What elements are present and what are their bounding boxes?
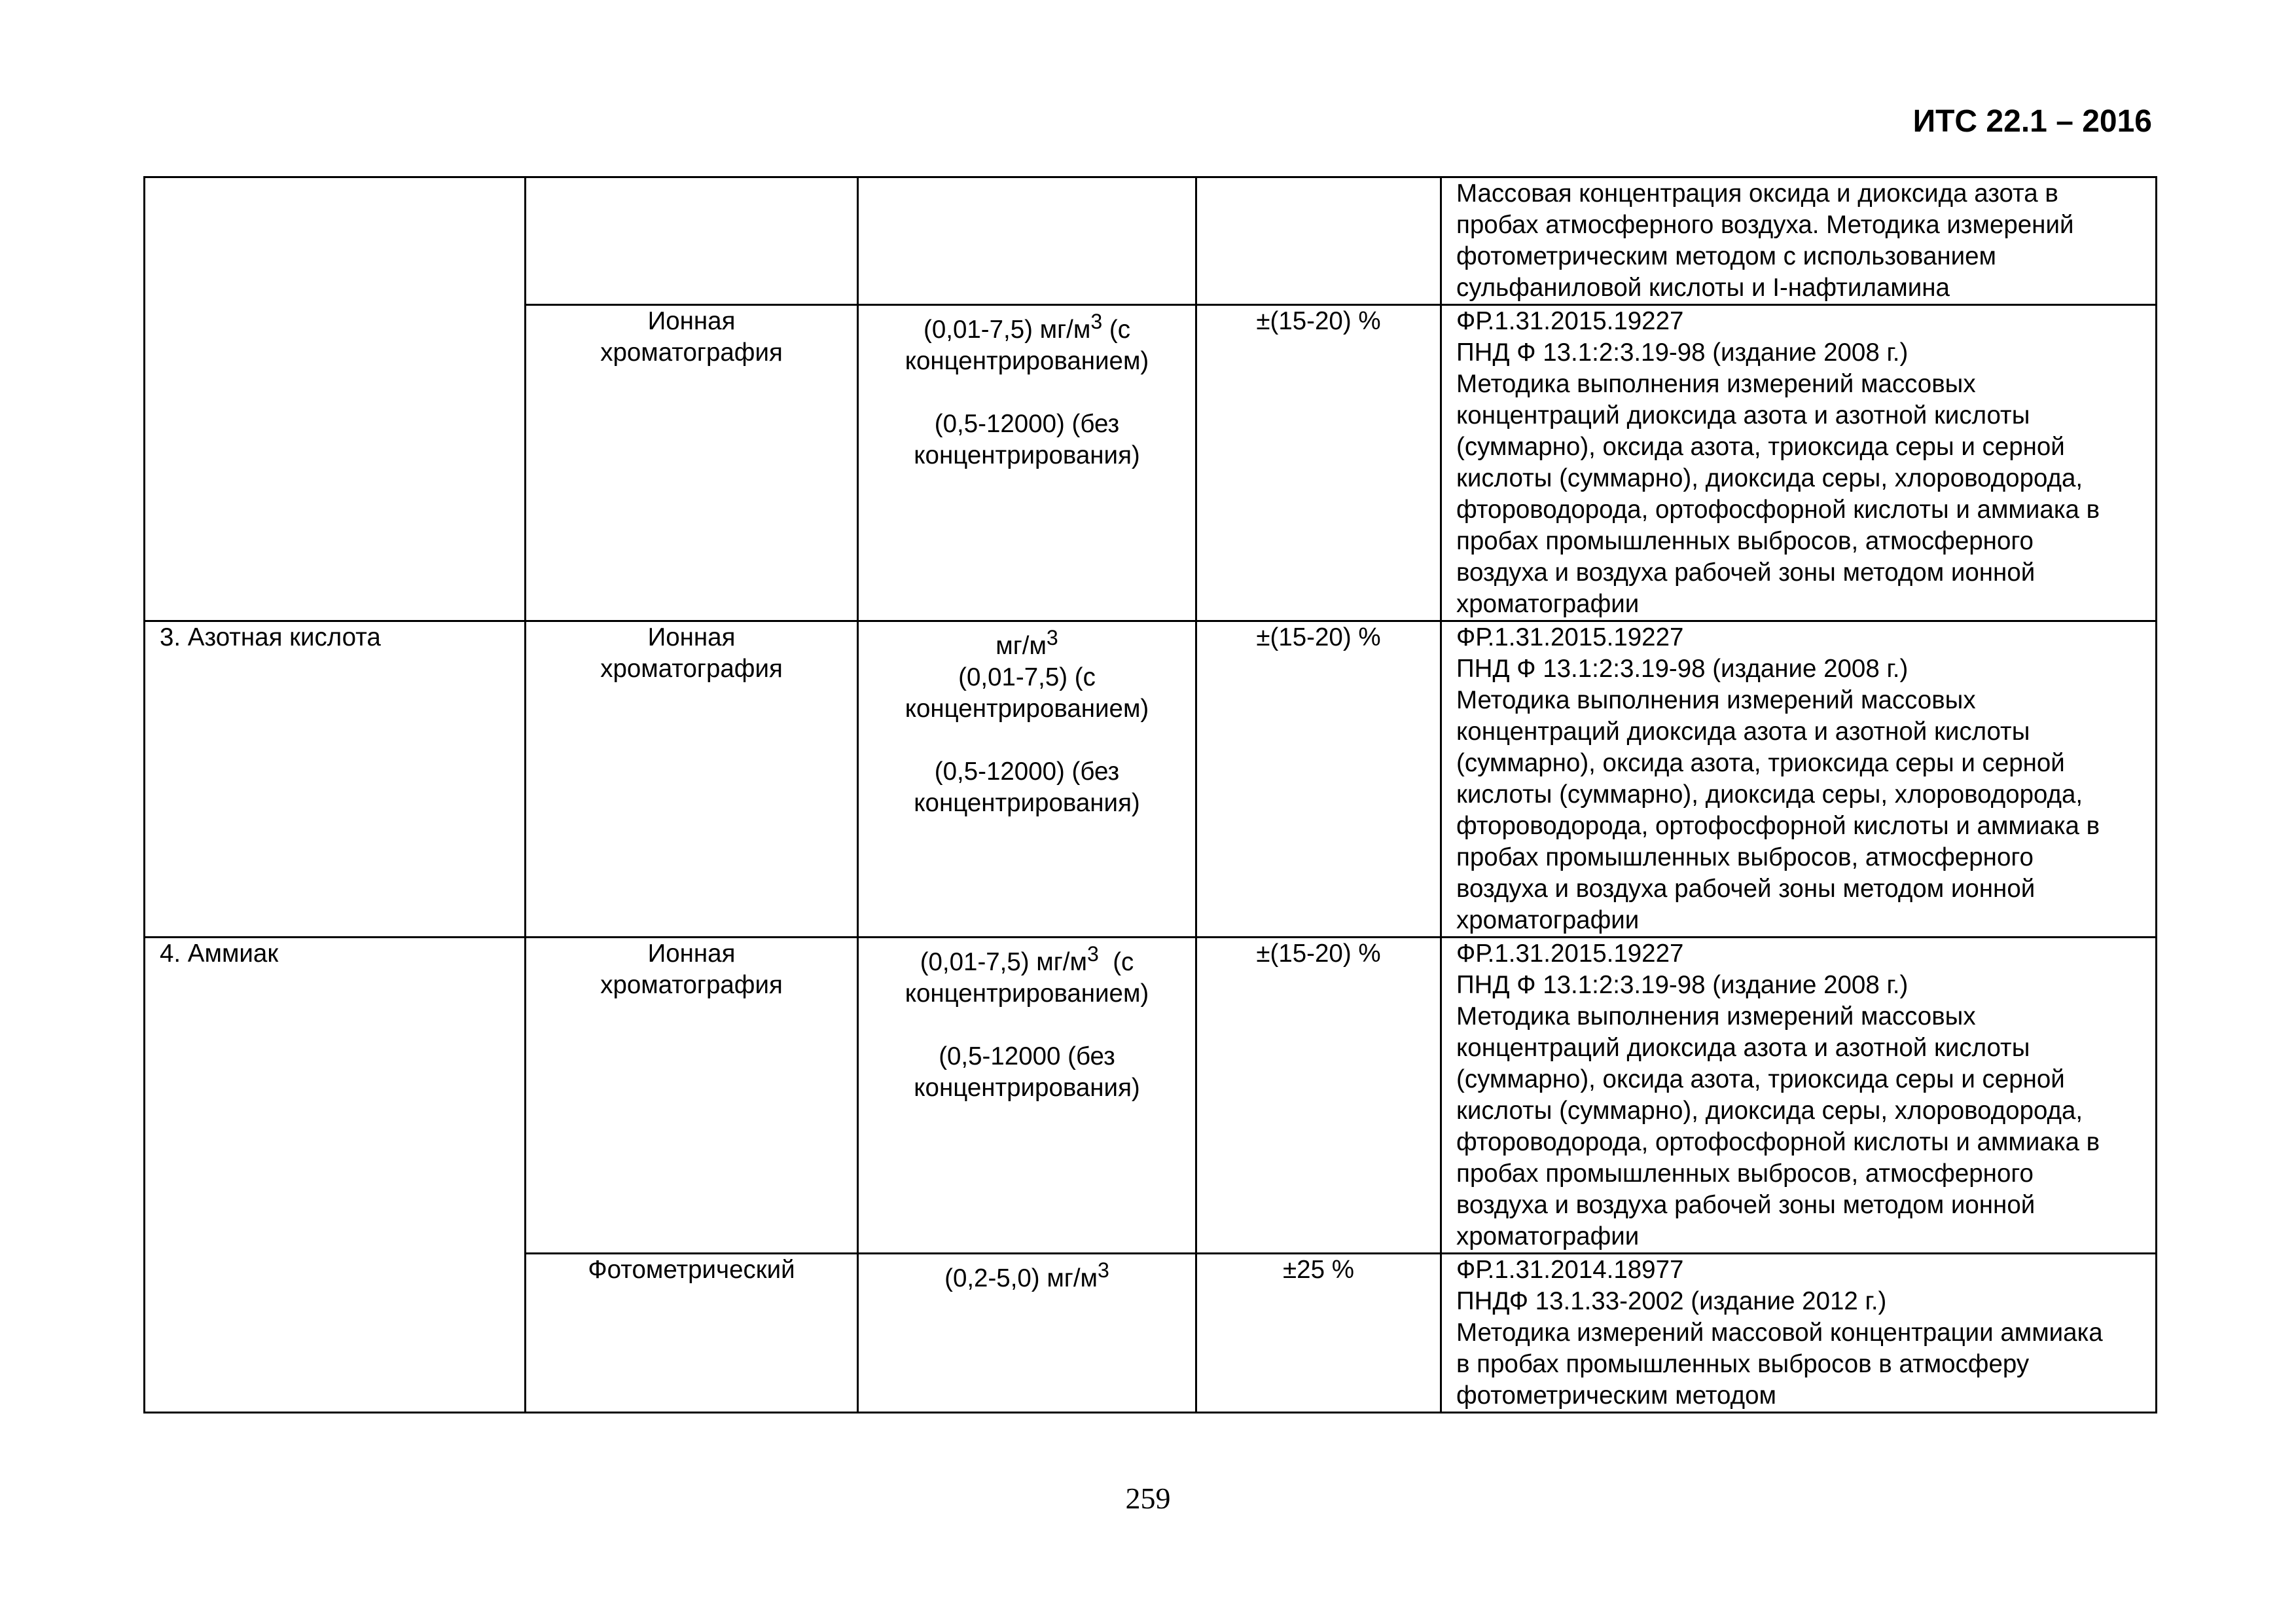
error-cell: ±(15-20) % bbox=[1196, 938, 1441, 1254]
range-text: концентрирования) bbox=[914, 441, 1140, 469]
method-text: Ионная bbox=[647, 623, 736, 651]
unit-superscript: 3 bbox=[1046, 626, 1058, 649]
page-number: 259 bbox=[1125, 1482, 1171, 1515]
range-text: (0,01-7,5) (с bbox=[958, 663, 1096, 691]
method-cell bbox=[526, 305, 858, 621]
table-row bbox=[145, 621, 2157, 938]
source-line: пробах промышленных выбросов, атмосферного bbox=[1456, 527, 2034, 555]
source-line: кислоты (суммарно), диоксида серы, хлороводорода, bbox=[1456, 780, 2083, 809]
source-line: хроматографии bbox=[1456, 590, 1640, 618]
unit-superscript: 3 bbox=[1098, 1258, 1109, 1282]
method-cell bbox=[526, 177, 858, 305]
range-cell bbox=[858, 1254, 1196, 1413]
unit-superscript: 3 bbox=[1086, 942, 1099, 966]
range-text: концентрированием) bbox=[905, 694, 1149, 723]
source-line: пробах промышленных выбросов, атмосферного bbox=[1456, 1159, 2034, 1188]
table-row bbox=[145, 938, 2157, 1254]
source-cell bbox=[1441, 177, 2157, 305]
source-line: пробах атмосферного воздуха. Методика измерений bbox=[1456, 211, 2074, 239]
source-cell bbox=[1441, 305, 2157, 621]
range-cell bbox=[858, 621, 1196, 938]
source-line: хроматографии bbox=[1456, 906, 1640, 934]
range-cell bbox=[858, 305, 1196, 621]
error-cell: ±25 % bbox=[1196, 1254, 1441, 1413]
source-line: ФР.1.31.2014.18977 bbox=[1456, 1256, 1684, 1284]
range-cell bbox=[858, 177, 1196, 305]
method-text: хроматография bbox=[600, 338, 783, 367]
source-line: воздуха и воздуха рабочей зоны методом ионной bbox=[1456, 558, 2036, 587]
range-text: (0,5-12000) (без bbox=[934, 757, 1120, 786]
source-line: фтороводорода, ортофосфорной кислоты и аммиака в bbox=[1456, 812, 2100, 840]
source-line: (суммарно), оксида азота, триоксида серы и серной bbox=[1456, 433, 2065, 461]
source-line: Методика выполнения измерений массовых bbox=[1456, 1002, 1976, 1030]
range-text: концентрирования) bbox=[914, 788, 1140, 817]
substance-cell: 4. Аммиак bbox=[145, 938, 526, 1413]
method-text: хроматография bbox=[600, 971, 783, 999]
method-cell bbox=[526, 621, 858, 938]
source-line: в пробах промышленных выбросов в атмосферу bbox=[1456, 1350, 2030, 1378]
methods-table bbox=[143, 176, 2157, 1413]
method-text: хроматография bbox=[600, 655, 783, 683]
range-cell bbox=[858, 938, 1196, 1254]
method-text: Ионная bbox=[647, 939, 736, 968]
range-text: (0,5-12000 (без bbox=[939, 1042, 1115, 1070]
source-line: ПНД Ф 13.1:2:3.19-98 (издание 2008 г.) bbox=[1456, 655, 1909, 683]
source-line: воздуха и воздуха рабочей зоны методом ионной bbox=[1456, 875, 2036, 903]
unit-text: $мг/м^3$ bbox=[996, 626, 1058, 660]
source-line: (суммарно), оксида азота, триоксида серы и серной bbox=[1456, 1065, 2065, 1093]
table-row bbox=[145, 177, 2157, 305]
source-line: ФР.1.31.2015.19227 bbox=[1456, 939, 1684, 968]
source-line: фотометрическим методом с использованием bbox=[1456, 242, 1997, 270]
source-line: концентраций диоксида азота и азотной кислоты bbox=[1456, 718, 2030, 746]
source-line: хроматографии bbox=[1456, 1222, 1640, 1250]
document-code-header: ИТС 22.1 – 2016 bbox=[1912, 104, 2152, 139]
source-cell bbox=[1441, 621, 2157, 938]
source-line: кислоты (суммарно), диоксида серы, хлороводорода, bbox=[1456, 464, 2083, 492]
source-line: фтороводорода, ортофосфорной кислоты и аммиака в bbox=[1456, 496, 2100, 524]
source-line: (суммарно), оксида азота, триоксида серы и серной bbox=[1456, 749, 2065, 777]
source-line: ПНДФ 13.1.33-2002 (издание 2012 г.) bbox=[1456, 1287, 1887, 1315]
source-line: фтороводорода, ортофосфорной кислоты и аммиака в bbox=[1456, 1128, 2100, 1156]
source-cell bbox=[1441, 938, 2157, 1254]
unit-superscript: 3 bbox=[1090, 310, 1103, 333]
error-cell: ±(15-20) % bbox=[1196, 621, 1441, 938]
source-cell bbox=[1441, 1254, 2157, 1413]
source-line: воздуха и воздуха рабочей зоны методом ионной bbox=[1456, 1191, 2036, 1219]
source-line: ПНД Ф 13.1:2:3.19-98 (издание 2008 г.) bbox=[1456, 338, 1909, 367]
source-line: Массовая концентрация оксида и диоксида азота в bbox=[1456, 179, 2058, 208]
source-line: кислоты (суммарно), диоксида серы, хлороводорода, bbox=[1456, 1097, 2083, 1125]
range-text: концентрированием) bbox=[905, 979, 1149, 1008]
source-line: Методика выполнения измерений массовых bbox=[1456, 686, 1976, 714]
error-cell: ±(15-20) % bbox=[1196, 305, 1441, 621]
substance-cell: 3. Азотная кислота bbox=[145, 621, 526, 938]
method-cell: Фотометрический bbox=[526, 1254, 858, 1413]
method-cell bbox=[526, 938, 858, 1254]
source-line: пробах промышленных выбросов, атмосферного bbox=[1456, 843, 2034, 871]
source-line: ФР.1.31.2015.19227 bbox=[1456, 623, 1684, 651]
range-text: (0,2-5,0) $мг/м^3$ bbox=[944, 1258, 1109, 1292]
substance-cell bbox=[145, 177, 526, 621]
source-line: сульфаниловой кислоты и I-нафтиламина bbox=[1456, 274, 1950, 302]
source-line: концентраций диоксида азота и азотной кислоты bbox=[1456, 1034, 2030, 1062]
range-text: концентрированием) bbox=[905, 346, 1149, 375]
range-text: (0,5-12000) (без bbox=[934, 409, 1120, 438]
source-line: ПНД Ф 13.1:2:3.19-98 (издание 2008 г.) bbox=[1456, 971, 1909, 999]
method-text: Ионная bbox=[647, 307, 736, 335]
source-line: Методика выполнения измерений массовых bbox=[1456, 370, 1976, 398]
range-text: концентрирования) bbox=[914, 1073, 1140, 1102]
source-line: Методика измерений массовой концентрации аммиака bbox=[1456, 1319, 2103, 1347]
range-text: (0,01-7,5) $мг/м^3$ (с bbox=[920, 942, 1134, 976]
source-line: концентраций диоксида азота и азотной кислоты bbox=[1456, 401, 2030, 429]
source-line: фотометрическим методом bbox=[1456, 1381, 1776, 1410]
source-line: ФР.1.31.2015.19227 bbox=[1456, 307, 1684, 335]
range-text: (0,01-7,5) $мг/м^3$ (с bbox=[924, 310, 1130, 344]
error-cell bbox=[1196, 177, 1441, 305]
